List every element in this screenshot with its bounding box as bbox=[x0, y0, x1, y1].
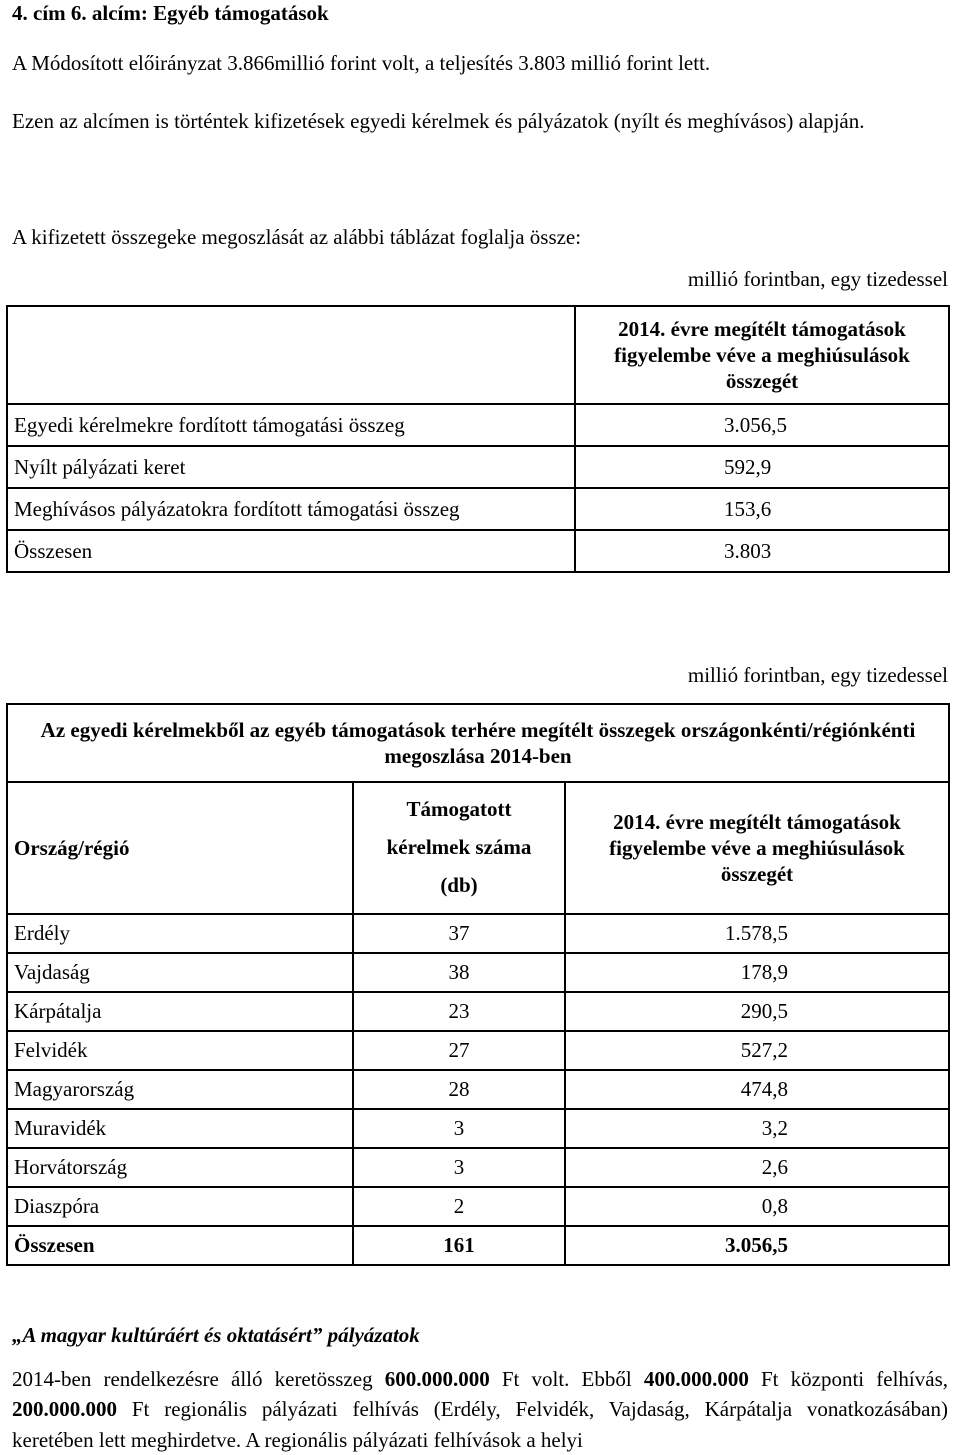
count-cell: 37 bbox=[353, 914, 565, 953]
total-label: Összesen bbox=[7, 1226, 353, 1265]
table-row bbox=[7, 1148, 949, 1187]
table-row bbox=[7, 953, 949, 992]
region-cell: Kárpátalja bbox=[7, 992, 353, 1031]
count-cell: 23 bbox=[353, 992, 565, 1031]
region-cell: Felvidék bbox=[7, 1031, 353, 1070]
table-row bbox=[7, 530, 949, 572]
table-row bbox=[7, 404, 949, 446]
row-value: 3.056,5 bbox=[575, 404, 949, 446]
col-header-amount: 2014. évre megítélt támogatások figyelembe véve a meghiúsulások összegét bbox=[565, 782, 949, 914]
summary-header-amount: 2014. évre megítélt támogatások figyelembe véve a meghiúsulások összegét bbox=[575, 306, 949, 404]
amount-cell: 1.578,5 bbox=[565, 914, 949, 953]
region-cell: Muravidék bbox=[7, 1109, 353, 1148]
amount-total: 600.000.000 bbox=[384, 1367, 490, 1391]
region-cell: Erdély bbox=[7, 914, 353, 953]
amount-cell: 0,8 bbox=[565, 1187, 949, 1226]
paragraph-table-intro: A kifizetett összegeke megoszlását az alábbi táblázat foglalja össze: bbox=[12, 225, 582, 249]
amount-cell: 3,2 bbox=[565, 1109, 949, 1148]
count-cell: 27 bbox=[353, 1031, 565, 1070]
amount-cell: 290,5 bbox=[565, 992, 949, 1031]
total-amount: 3.056,5 bbox=[565, 1226, 949, 1265]
row-value: 592,9 bbox=[575, 446, 949, 488]
col-header-count-line3: (db) bbox=[440, 872, 478, 897]
regional-table bbox=[6, 703, 950, 1266]
text-segment: Ft központi felhívás, bbox=[748, 1367, 948, 1391]
table-row bbox=[7, 1109, 949, 1148]
row-value: 153,6 bbox=[575, 488, 949, 530]
amount-regional: 200.000.000 bbox=[12, 1397, 117, 1422]
row-label: Egyedi kérelmekre fordított támogatási összeg bbox=[7, 404, 575, 446]
regional-caption: Az egyedi kérelmekből az egyéb támogatások terhére megítélt összegek országonkénti/régiónkénti megoszlása 2014-ben bbox=[7, 704, 949, 782]
row-label: Összesen bbox=[7, 530, 575, 572]
col-header-count-line1: Támogatott bbox=[406, 797, 512, 822]
amount-cell: 474,8 bbox=[565, 1070, 949, 1109]
count-cell: 2 bbox=[353, 1187, 565, 1226]
unit-note-2: millió forintban, egy tizedessel bbox=[687, 663, 948, 687]
region-cell: Vajdaság bbox=[7, 953, 353, 992]
table-row bbox=[7, 488, 949, 530]
text-segment: Ft volt. Ebből bbox=[489, 1367, 644, 1391]
region-cell: Diaszpóra bbox=[7, 1187, 353, 1226]
count-cell: 38 bbox=[353, 953, 565, 992]
table-row bbox=[7, 992, 949, 1031]
regional-caption-row bbox=[7, 704, 949, 782]
region-cell: Magyarország bbox=[7, 1070, 353, 1109]
amount-cell: 178,9 bbox=[565, 953, 949, 992]
table-row bbox=[7, 914, 949, 953]
section-heading: 4. cím 6. alcím: Egyéb támogatások bbox=[12, 1, 329, 25]
summary-table bbox=[6, 305, 950, 573]
table-row bbox=[7, 1031, 949, 1070]
amount-cell: 2,6 bbox=[565, 1148, 949, 1187]
col-header-region: Ország/régió bbox=[7, 782, 353, 914]
regional-header-row bbox=[7, 782, 949, 914]
col-header-count bbox=[353, 782, 565, 914]
count-cell: 28 bbox=[353, 1070, 565, 1109]
unit-note-1: millió forintban, egy tizedessel bbox=[687, 267, 948, 291]
text-segment: Ft regionális pályázati felhívás (Erdély, Felvidék, Vajdaság, Kárpátalja vonatkozásában) keretében lett meghirdetve. A regionális pályázati felhívások a helyi bbox=[12, 1397, 948, 1452]
col-header-count-line2: kérelmek száma bbox=[386, 835, 532, 860]
paragraph-payments: Ezen az alcímen is történtek kifizetések egyedi kérelmek és pályázatok (nyílt és meghívásos) alapján. bbox=[12, 109, 865, 133]
table-row bbox=[7, 1187, 949, 1226]
program-paragraph bbox=[12, 1364, 948, 1455]
total-count: 161 bbox=[353, 1226, 565, 1265]
count-cell: 3 bbox=[353, 1148, 565, 1187]
region-cell: Horvátország bbox=[7, 1148, 353, 1187]
table-row bbox=[7, 1070, 949, 1109]
total-row bbox=[7, 1226, 949, 1265]
paragraph-budget: A Módosított előirányzat 3.866millió forint volt, a teljesítés 3.803 millió forint lett. bbox=[12, 51, 711, 75]
row-label: Nyílt pályázati keret bbox=[7, 446, 575, 488]
text-segment: 2014-ben rendelkezésre álló keretösszeg bbox=[12, 1367, 385, 1391]
amount-cell: 527,2 bbox=[565, 1031, 949, 1070]
summary-header-row bbox=[7, 306, 949, 404]
amount-central: 400.000.000 bbox=[643, 1367, 749, 1391]
row-label: Meghívásos pályázatokra fordított támogatási összeg bbox=[7, 488, 575, 530]
table-row bbox=[7, 446, 949, 488]
count-cell: 3 bbox=[353, 1109, 565, 1148]
row-value: 3.803 bbox=[575, 530, 949, 572]
program-title: „A magyar kultúráért és oktatásért” pályázatok bbox=[12, 1323, 420, 1347]
summary-header-blank bbox=[7, 306, 575, 404]
